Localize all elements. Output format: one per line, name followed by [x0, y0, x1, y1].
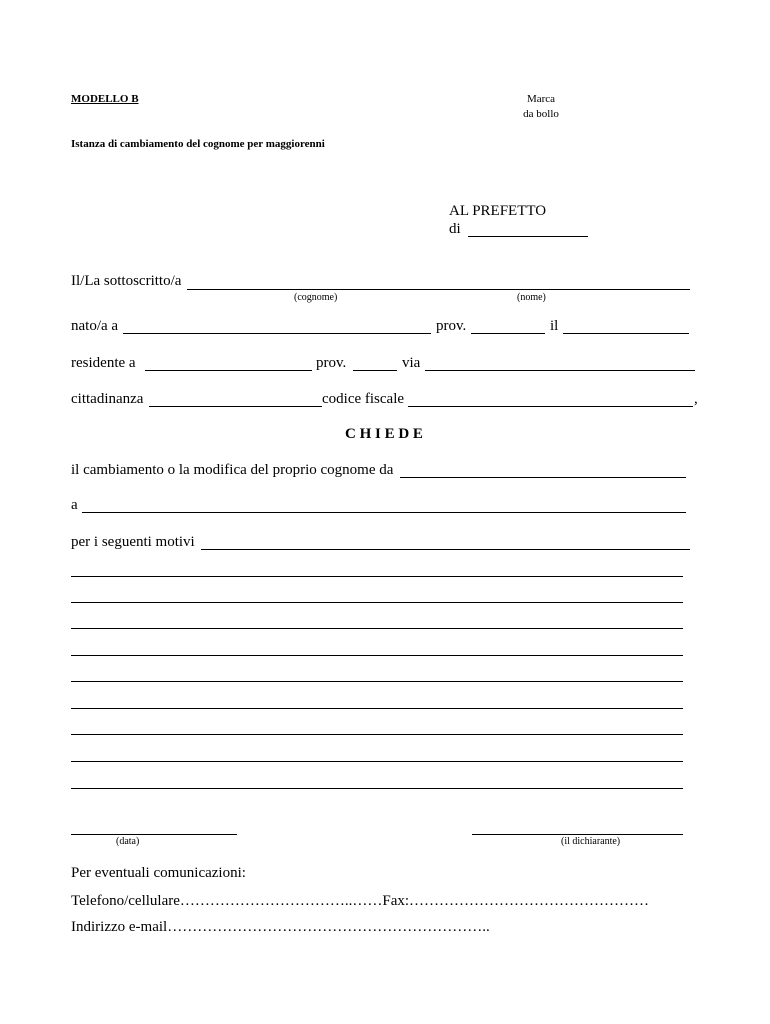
birthdate-line[interactable]	[563, 333, 689, 334]
cambiamento-label: il cambiamento o la modifica del proprio cognome da	[71, 462, 394, 478]
email-line[interactable]: Indirizzo e-mail………………………………………………………..	[71, 919, 490, 935]
il-label: il	[550, 318, 559, 334]
trailing-comma: ,	[694, 391, 698, 407]
tax-code-line[interactable]	[408, 406, 693, 407]
dichiarante-caption: (il dichiarante)	[561, 836, 621, 847]
chiede-heading: C H I E D E	[345, 426, 423, 442]
reasons-line[interactable]	[71, 628, 683, 629]
prefetto-di-label: di	[449, 221, 461, 237]
reasons-line-first[interactable]	[201, 549, 690, 550]
signature-line[interactable]	[472, 834, 683, 835]
stamp-line-2: da bollo	[523, 108, 559, 120]
new-surname-line[interactable]	[82, 512, 686, 513]
data-caption: (data)	[116, 836, 140, 847]
cittadinanza-label: cittadinanza	[71, 391, 144, 407]
reasons-line[interactable]	[71, 576, 683, 577]
motivi-label: per i seguenti motivi	[71, 534, 195, 550]
citizenship-line[interactable]	[149, 406, 322, 407]
birthplace-line[interactable]	[123, 333, 431, 334]
reasons-line[interactable]	[71, 708, 683, 709]
cognome-caption: (cognome)	[294, 292, 338, 303]
reasons-line[interactable]	[71, 602, 683, 603]
residence-prov-line[interactable]	[353, 370, 397, 371]
prefetto-title: AL PREFETTO	[449, 203, 547, 219]
phone-fax-line[interactable]: Telefono/cellulare……………………………..……Fax:…………………………………………	[71, 893, 650, 909]
birth-prov-line[interactable]	[471, 333, 545, 334]
reasons-line[interactable]	[71, 788, 683, 789]
via-label: via	[402, 355, 421, 371]
reasons-line[interactable]	[71, 761, 683, 762]
prov-label-2: prov.	[316, 355, 347, 371]
prefetto-city-line[interactable]	[468, 236, 588, 237]
residente-label: residente a	[71, 355, 136, 371]
reasons-line[interactable]	[71, 655, 683, 656]
contacts-intro: Per eventuali comunicazioni:	[71, 865, 246, 881]
reasons-line[interactable]	[71, 734, 683, 735]
date-line[interactable]	[71, 834, 237, 835]
model-label: MODELLO B	[71, 93, 139, 105]
nato-label: nato/a a	[71, 318, 119, 334]
current-surname-line[interactable]	[400, 477, 686, 478]
sottoscritto-label: Il/La sottoscritto/a	[71, 273, 182, 289]
a-label: a	[71, 497, 78, 513]
street-line[interactable]	[425, 370, 695, 371]
reasons-line[interactable]	[71, 681, 683, 682]
prov-label-1: prov.	[436, 318, 467, 334]
codice-fiscale-label: codice fiscale	[322, 391, 405, 407]
stamp-line-1: Marca	[526, 93, 556, 105]
nome-caption: (nome)	[517, 292, 546, 303]
form-subject: Istanza di cambiamento del cognome per maggiorenni	[71, 138, 325, 150]
name-line[interactable]	[187, 289, 690, 290]
residence-line[interactable]	[145, 370, 312, 371]
